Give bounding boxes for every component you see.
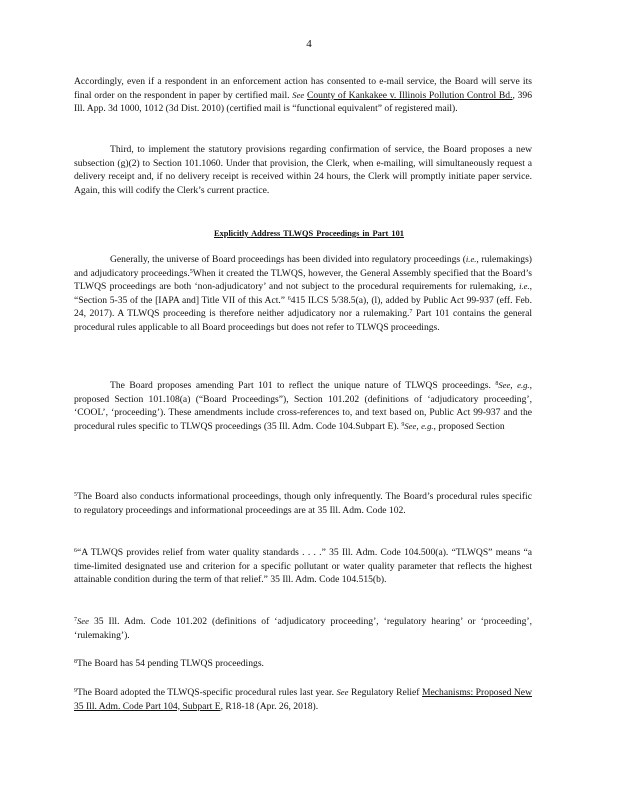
footnote-number: 6 — [74, 548, 77, 554]
footnote-8 — [74, 657, 532, 671]
signal-see: See — [292, 89, 305, 100]
footnote-ref: 5 — [189, 268, 193, 275]
footnote-text: The Board adopted the TLWQS-specific procedural rules last year. — [77, 687, 334, 698]
text-run: , proposed Section — [433, 420, 505, 432]
footnote-ref: 9 — [401, 421, 405, 428]
footnote-number: 7 — [74, 617, 77, 623]
footnote-9 — [74, 686, 532, 713]
footnote-text: The Board also conducts informational proceedings, though only infrequently. The Board’s procedural rules specific to regulatory proceedings and informational proceedings are at 35 Ill. Adm. Code 102. — [74, 491, 532, 516]
paragraph-tlwqs — [74, 253, 532, 335]
footnote-5 — [74, 490, 532, 517]
text-run: Accordingly, even if a respondent in an enforcement action has consented to e-mail service, the Board will serve its final order on the respondent in paper by certified mail. — [74, 76, 532, 101]
text-run: Generally, the universe of Board proceedings has been divided into regulatory proceedings ( — [110, 254, 466, 265]
footnote-text: Regulatory Relief — [350, 687, 420, 698]
paragraph-amendments: The Board proposes amending Part 101 to reflect the unique nature of TLWQS proceedings. $^8$See, e.g., proposed Section 101.108(a) (“Board Proceedings”), Section 101.202 (definitions of ‘adjudicatory proceeding’, ‘COOL’, ‘proceeding’). These amendments include cross-references to, and text based on, Public Act 99-937 and the procedural rules specific to TLWQS proceedings (35 Ill. Adm. Code 104.Subpart E). $^9$See, e.g., proposed Section — [74, 380, 532, 432]
paragraph-confirmation: Third, to implement the statutory provisions regarding confirmation of service, the Board proposes a new subsection (g)(2) to Section 101.1060. Under that provision, the Clerk, when e-mailing, will simultaneously request a delivery receipt and, if no delivery receipt is received within 24 hours, the Clerk will promptly initiate paper service. Again, this will codify the Clerk’s current practice. — [74, 144, 532, 196]
footnote-ref: 7 — [409, 309, 413, 316]
text-run: Part 101 contains the general procedural rules applicable to all Board proceedings but does not refer to TLWQS proceedings. — [74, 308, 532, 333]
page-number: 4 — [306, 38, 312, 50]
abbrev-ie: i.e. — [519, 281, 530, 292]
section-heading: Explicitly Address TLWQS Proceedings in Part 101 — [214, 229, 404, 238]
signal-eg: e.g. — [517, 380, 530, 390]
text-run: , rulemakings) and adjudicatory proceedings. — [74, 254, 533, 279]
signal-see: See — [336, 687, 349, 697]
footnote-6 — [74, 546, 532, 587]
footnote-number: 9 — [74, 688, 77, 694]
footnote-text: The Board has 54 pending TLWQS proceedings. — [77, 658, 264, 669]
text-run: , proposed Section 101.108(a) (“Board Proceedings”), Section 101.202 (definitions of ‘adjudicatory proceeding’, ‘COOL’, ‘proceeding’). These amendments include cross-references to, and text based on, Public Act 99-937 and the procedural rules specific to TLWQS proceedings (35 Ill. Adm. Code 104.Subpart E). — [74, 380, 532, 432]
text-run: , 396 Ill. App. 3d 1000, 1012 (3d Dist. 2010) (certified mail is “functional equivalent” of registered mail). — [74, 89, 532, 115]
abbrev-ie: i.e. — [465, 254, 477, 264]
signal-see: See — [77, 616, 89, 626]
text-run: , “Section 5-35 of the [IAPA and] Title VII of this Act.” — [74, 281, 532, 306]
rulemaking-title: Mechanisms: Proposed New 35 Ill. Adm. Code Part 104, Subpart E — [74, 687, 532, 712]
footnote-ref: 8 — [495, 381, 499, 387]
paragraph-email-service — [74, 75, 532, 116]
footnote-number: 5 — [74, 492, 77, 498]
case-citation: County of Kankakee v. Illinois Pollution Control Bd. — [306, 89, 513, 101]
signal-see: See — [404, 420, 417, 431]
footnote-text: , R18-18 (Apr. 26, 2018). — [220, 700, 319, 712]
signal-eg: e.g. — [421, 420, 434, 431]
text-run: When it created the TLWQS, however, the General Assembly specified that the Board’s TLWQS proceedings are both ‘non-adjudicatory’ and not subject to the procedural requirements for rulemaking, — [74, 267, 532, 293]
text-run: 415 ILCS 5/38.5(a), (l), added by Public Act 99-937 (eff. Feb. 24, 2017). A TLWQS proceeding is therefore neither adjudicatory nor a rulemaking. — [74, 294, 532, 320]
text-run: The Board proposes amending Part 101 to reflect the unique nature of TLWQS proceedings. — [110, 380, 491, 391]
footnote-text: 35 Ill. Adm. Code 101.202 (definitions of ‘adjudicatory proceeding’, ‘regulatory hearing’ or ‘proceeding’, ‘rulemaking’). — [74, 616, 532, 641]
footnote-number: 8 — [74, 659, 77, 665]
signal-see: See — [498, 380, 511, 390]
footnote-ref: 6 — [287, 295, 291, 302]
footnote-text: “A TLWQS provides relief from water quality standards . . . .” 35 Ill. Adm. Code 104.500(a). “TLWQS” means “a time-limited designated use and criterion for a specific pollutant or water quality parameter that reflects the highest attainable condition during the term of that relief.” 35 Ill. Adm. Code 104.515(b). — [74, 547, 532, 586]
footnote-7 — [74, 615, 532, 642]
